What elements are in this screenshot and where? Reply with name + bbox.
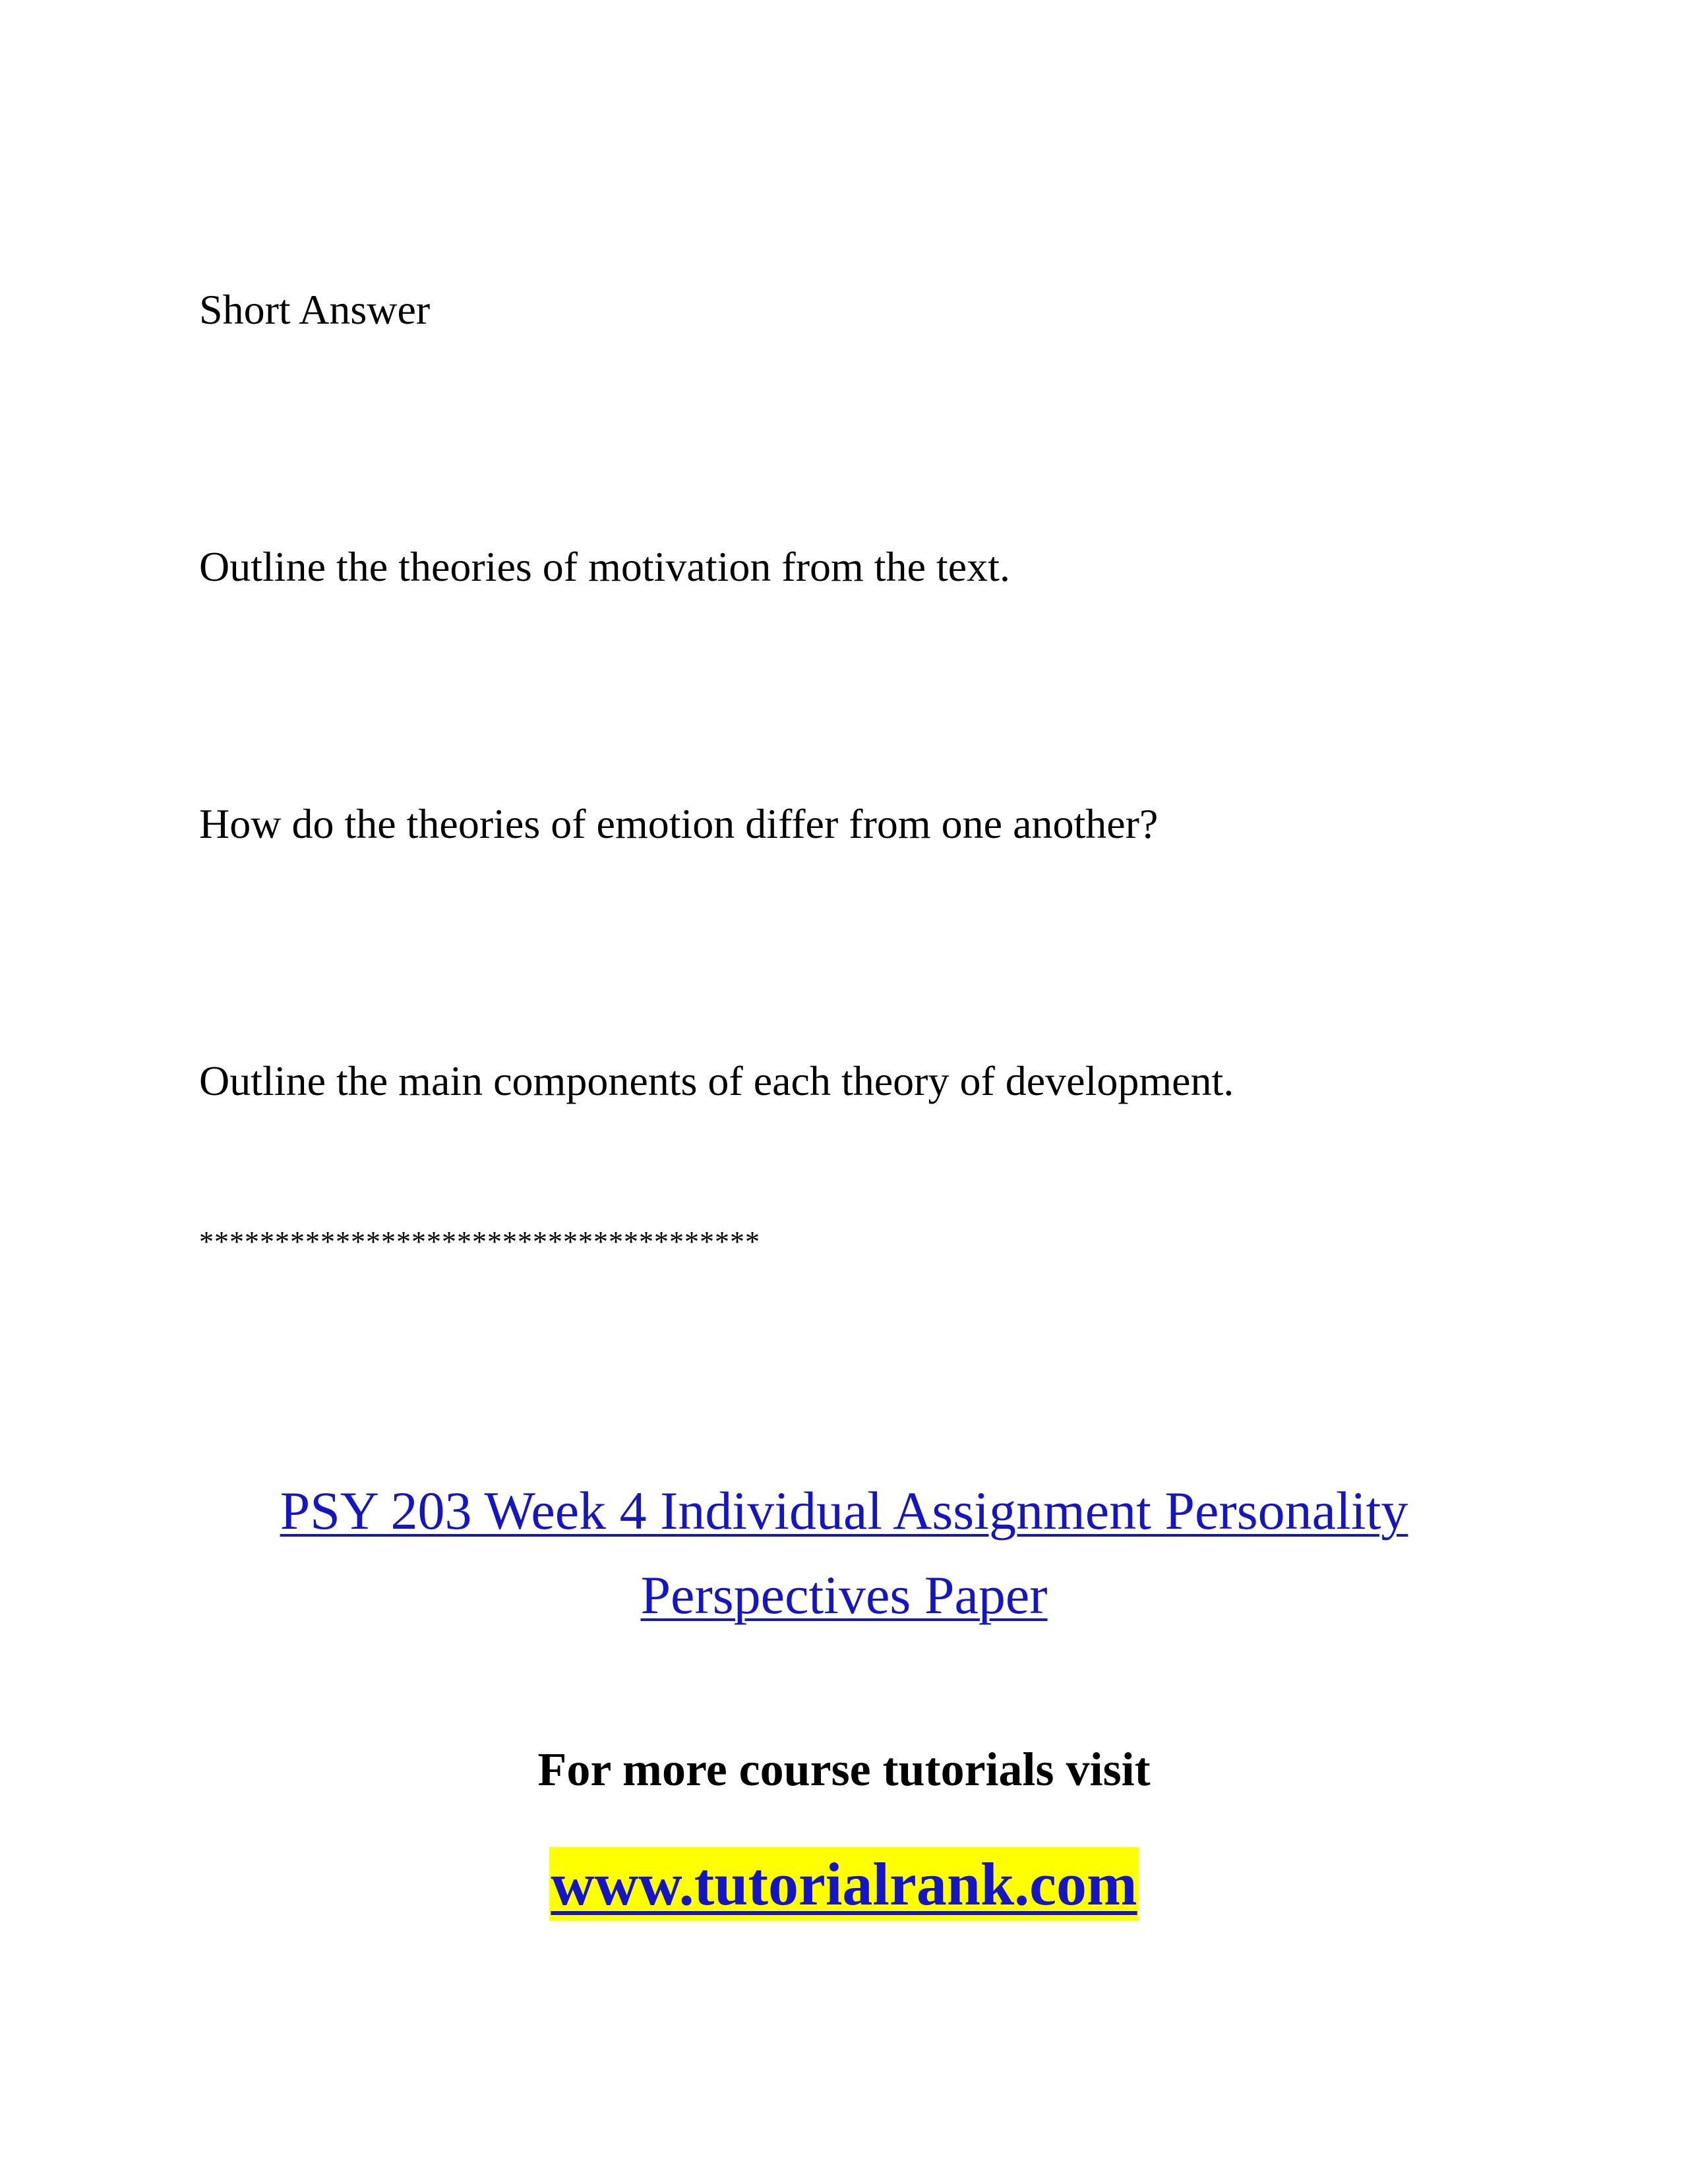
question-development: Outline the main components of each theory of development. [199,1057,1234,1104]
visit-text: For more course tutorials visit [537,1743,1151,1796]
next-assignment-title [0,1469,1688,1638]
question-emotion: How do the theories of emotion differ from one another? [199,800,1159,847]
website-banner [0,1847,1688,1921]
website-link[interactable]: www.tutorialrank.com [549,1847,1138,1921]
section-heading: Short Answer [199,286,431,333]
question-motivation: Outline the theories of motivation from the text. [199,543,1010,590]
next-assignment-link-line2[interactable]: Perspectives Paper [640,1565,1048,1625]
next-assignment-link-line1[interactable]: PSY 203 Week 4 Individual Assignment Personality [280,1481,1408,1541]
separator: ************************************* [199,1225,760,1258]
